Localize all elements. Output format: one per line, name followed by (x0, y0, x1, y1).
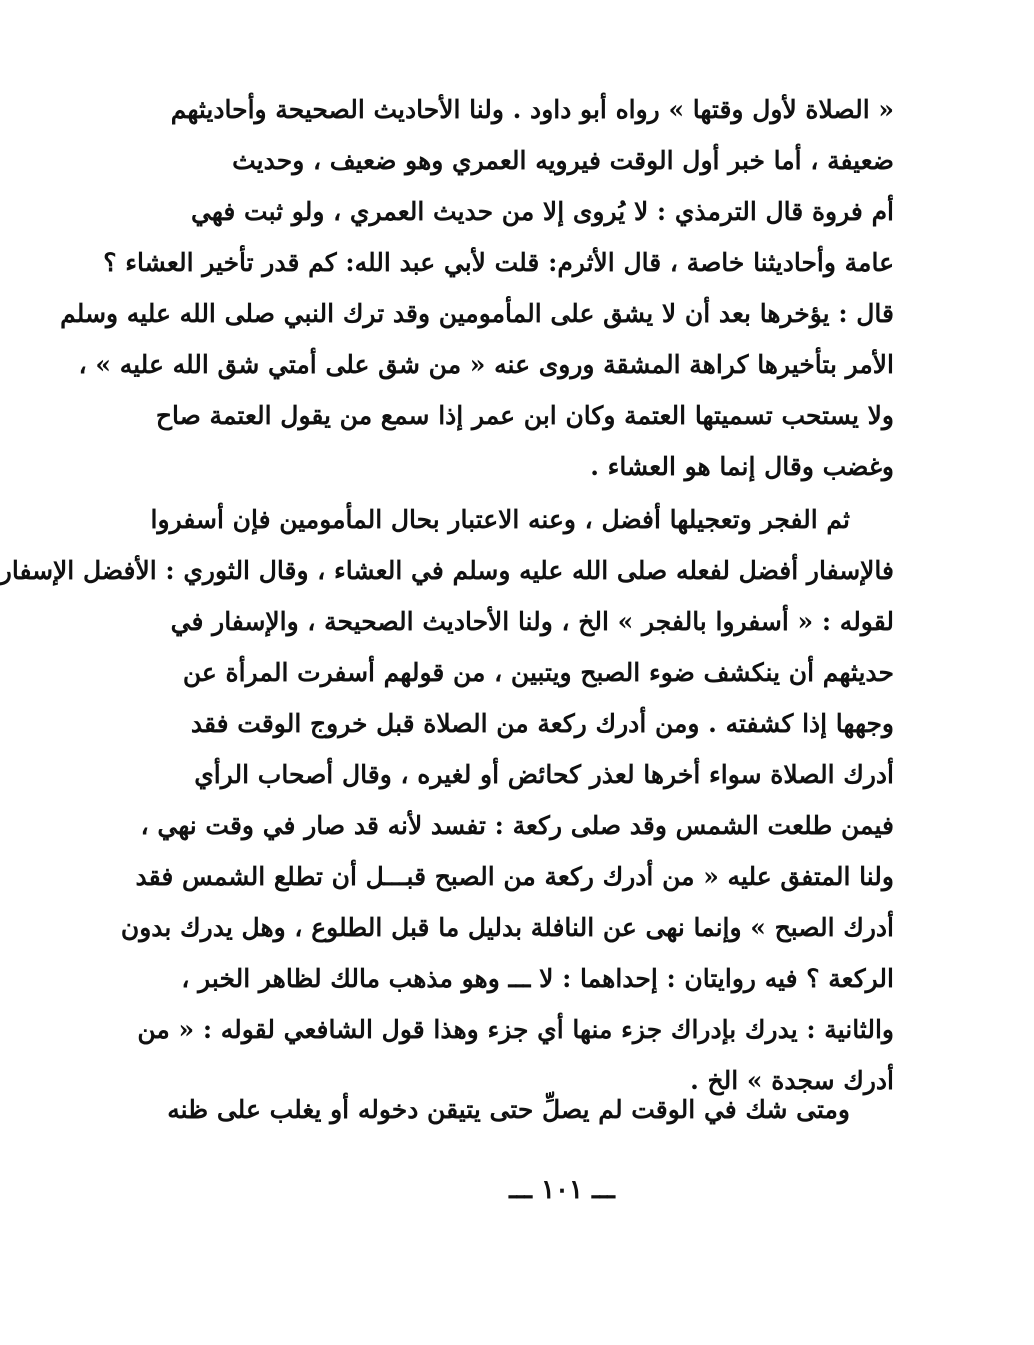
text-line: أدرك الصبح » وإنما نهى عن النافلة بدليل ما قبل الطلوع ، وهل يدرك بدون (120, 913, 894, 942)
text-line: ضعيفة ، أما خبر أول الوقت فيرويه العمري وهو ضعيف ، وحديث (232, 146, 894, 175)
text-line: فيمن طلعت الشمس وقد صلى ركعة : تفسد لأنه قد صار في وقت نهي ، (140, 811, 894, 840)
text-line: ولا يستحب تسميتها العتمة وكان ابن عمر إذا سمع من يقول العتمة صاح (155, 401, 894, 430)
text-line: وغضب وقال إنما هو العشاء . (590, 452, 894, 481)
text-line: لقوله : « أسفروا بالفجر » الخ ، ولنا الأحاديث الصحيحة ، والإسفار في (170, 607, 894, 636)
paragraph-3 (167, 1084, 894, 1135)
text-line: حديثهم أن ينكشف ضوء الصبح ويتبين ، من قولهم أسفرت المرأة عن (182, 658, 894, 687)
text-line: فالإسفار أفضل لفعله صلى الله عليه وسلم في العشاء ، وقال الثوري : الأفضل الإسفار (0, 556, 894, 585)
text-line: الركعة ؟ فيه روايتان : إحداهما : لا ـــ وهو مذهب مالك لظاهر الخبر ، (181, 964, 894, 993)
text-line: والثانية : يدرك بإدراك جزء منها أي جزء وهذا قول الشافعي لقوله : « من (137, 1015, 894, 1044)
text-line: ثم الفجر وتعجيلها أفضل ، وعنه الاعتبار بحال المأمومين فإن أسفروا (150, 505, 850, 534)
text-line: عامة وأحاديثنا خاصة ، قال الأثرم: قلت لأبي عبد الله: كم قدر تأخير العشاء ؟ (103, 248, 894, 277)
text-line: وجهها إذا كشفته . ومن أدرك ركعة من الصلاة قبل خروج الوقت فقد (190, 709, 894, 738)
text-line: أدرك سجدة » الخ . (690, 1066, 894, 1095)
page-number: ـــ ١٠١ ـــ (509, 1175, 615, 1205)
paragraph-2 (0, 494, 894, 1106)
text-line: ولنا المتفق عليه « من أدرك ركعة من الصبح قبـــل أن تطلع الشمس فقد (135, 862, 894, 891)
text-line: الأمر بتأخيرها كراهة المشقة وروى عنه « من شق على أمتي شق الله عليه » ، (78, 350, 894, 379)
text-line: ومتى شك في الوقت لم يصلِّ حتى يتيقن دخوله أو يغلب على ظنه (167, 1095, 850, 1124)
text-line: أدرك الصلاة سواء أخرها لعذر كحائض أو لغيره ، وقال أصحاب الرأي (194, 760, 894, 789)
text-line: « الصلاة لأول وقتها » رواه أبو داود . ولنا الأحاديث الصحيحة وأحاديثهم (170, 95, 894, 124)
text-line: أم فروة قال الترمذي : لا يُروى إلا من حديث العمري ، ولو ثبت فهي (191, 197, 894, 226)
paragraph-1 (60, 84, 894, 492)
text-line: قال : يؤخرها بعد أن لا يشق على المأمومين وقد ترك النبي صلى الله عليه وسلم (60, 299, 894, 328)
